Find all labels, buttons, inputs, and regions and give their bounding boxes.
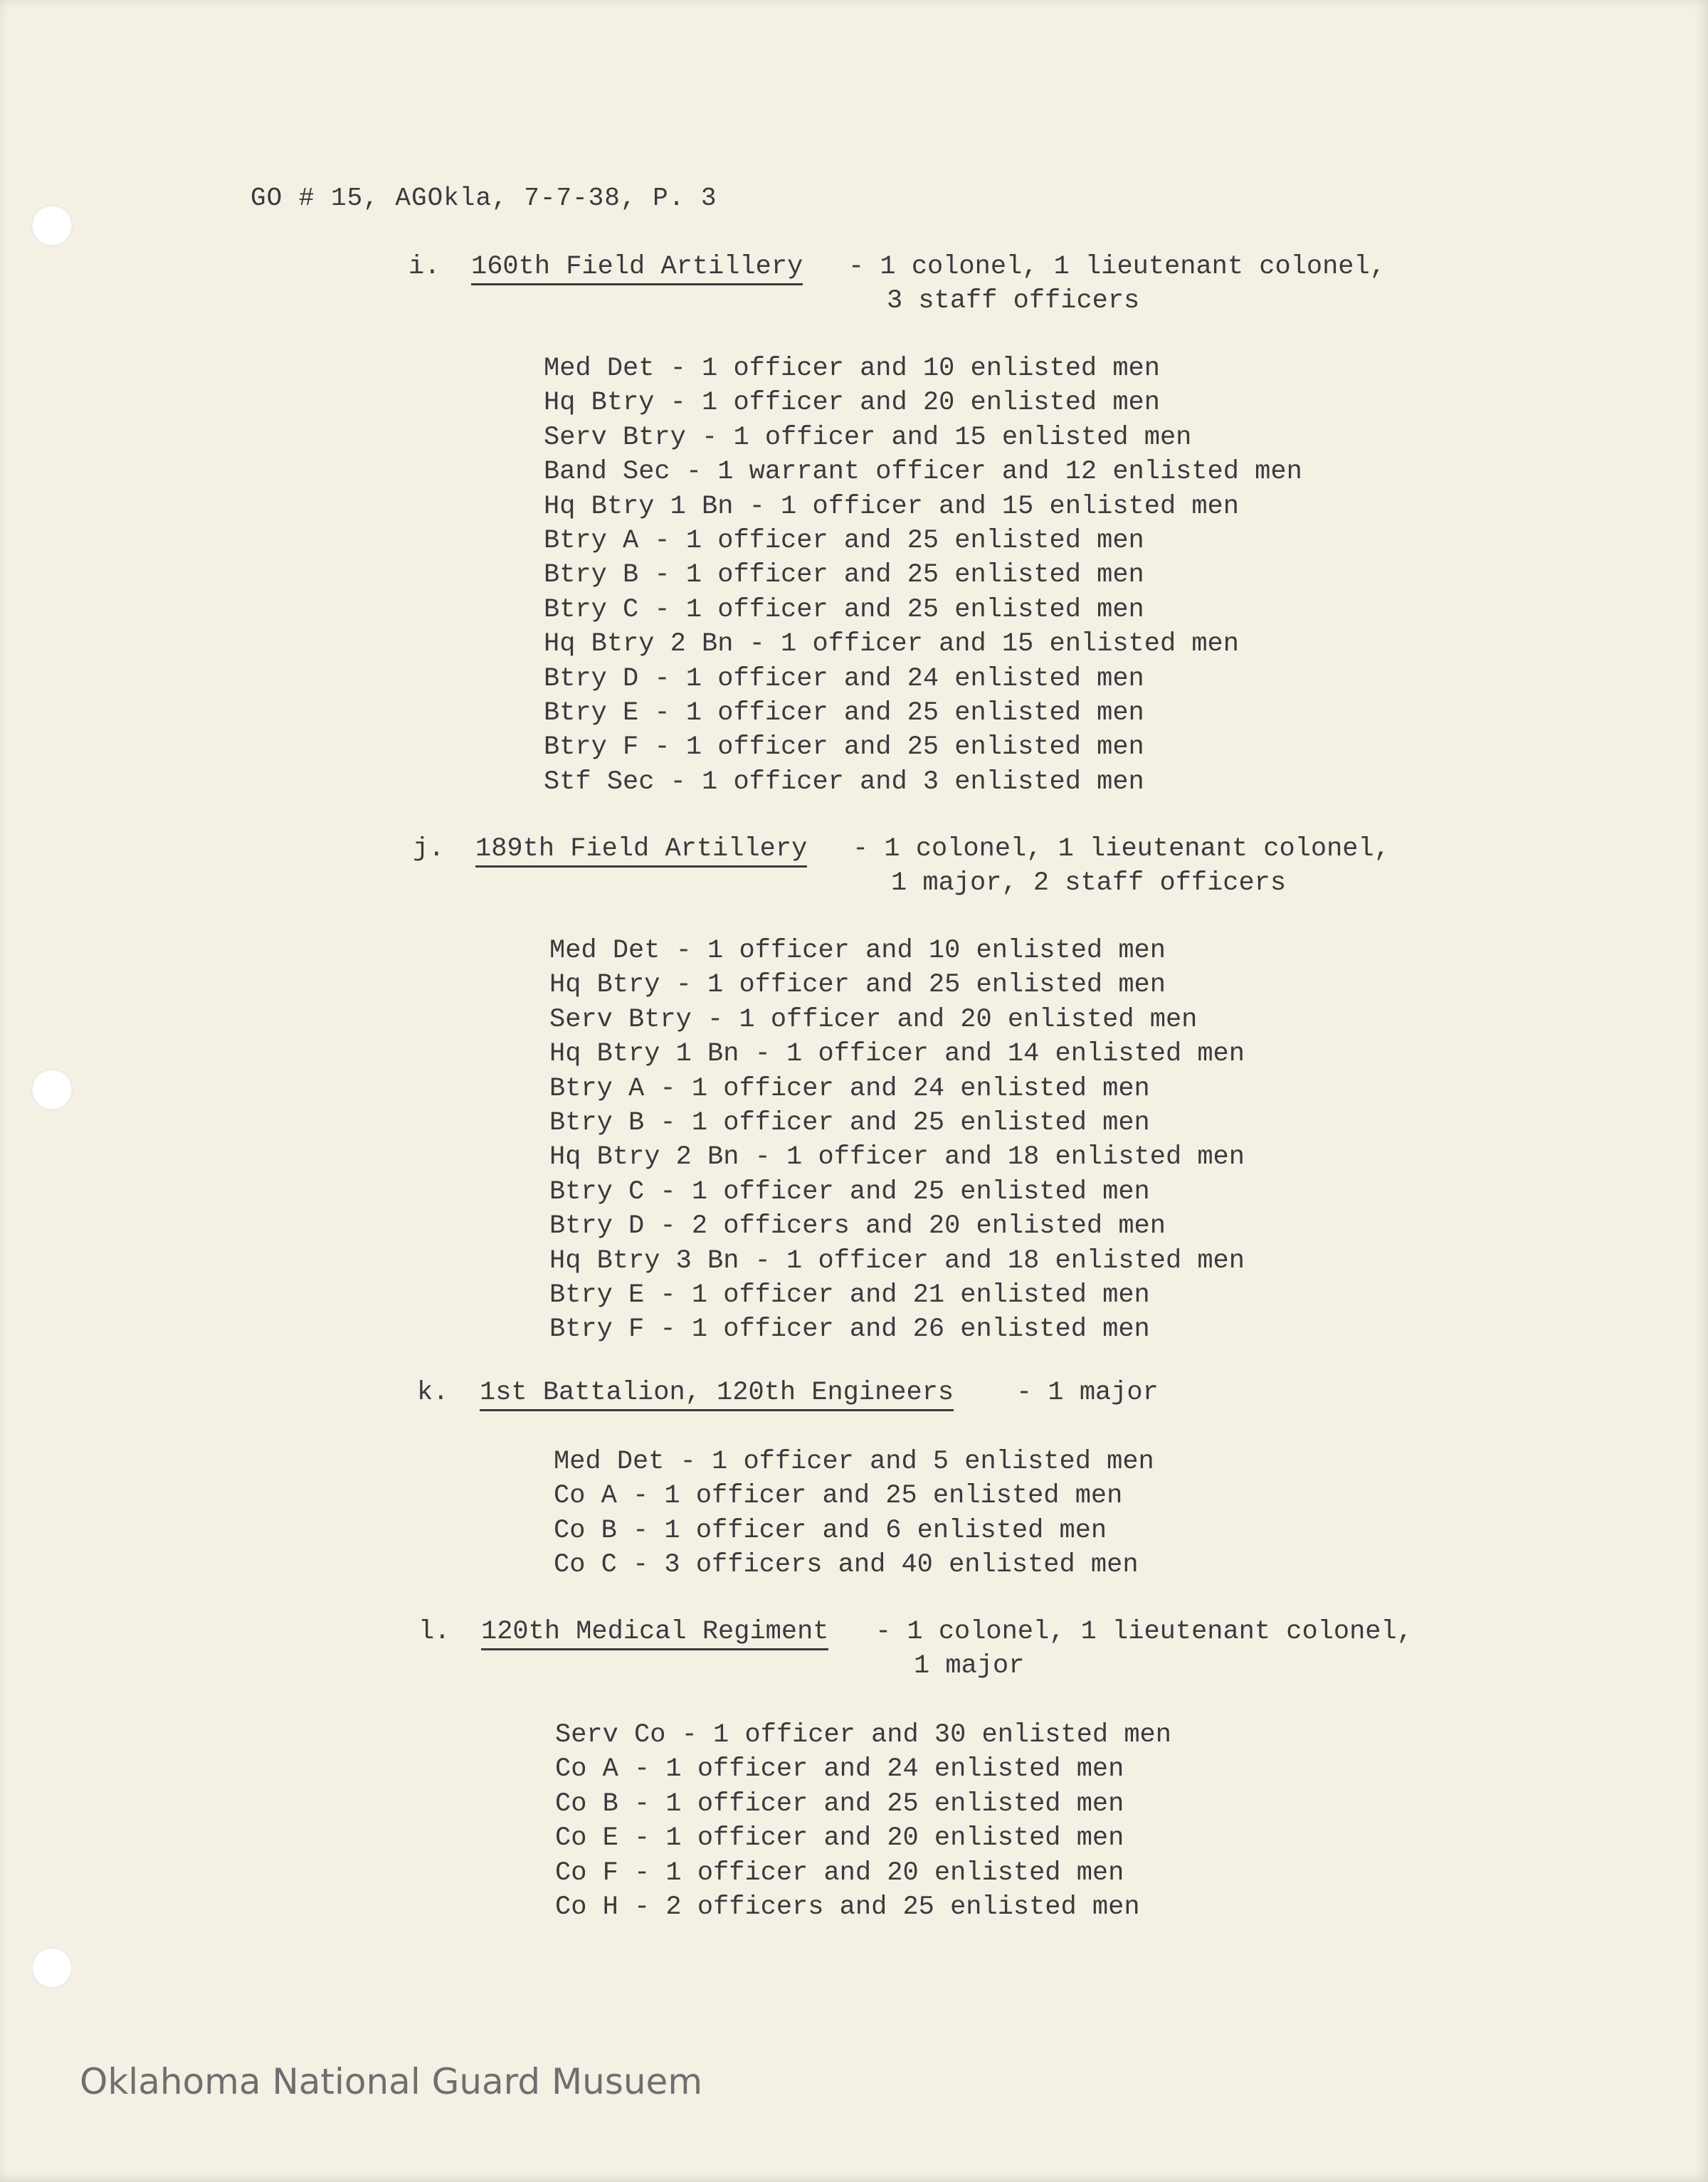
unit-entry: Btry E - 1 officer and 25 enlisted men <box>544 697 1144 728</box>
unit-entry: Btry E - 1 officer and 21 enlisted men <box>549 1280 1150 1310</box>
unit-entry: Co B - 1 officer and 6 enlisted men <box>554 1515 1107 1546</box>
museum-watermark: Oklahoma National Guard Musuem <box>80 2061 703 2102</box>
unit-entry: Btry F - 1 officer and 26 enlisted men <box>549 1314 1150 1345</box>
unit-entry: Co A - 1 officer and 24 enlisted men <box>555 1754 1124 1785</box>
unit-list <box>549 934 1245 1347</box>
binder-hole <box>31 1069 73 1110</box>
unit-entry: Co C - 3 officers and 40 enlisted men <box>554 1550 1139 1581</box>
section-description: - 1 colonel, 1 lieutenant colonel, <box>875 1617 1413 1647</box>
unit-entry: Band Sec - 1 warrant officer and 12 enlisted men <box>544 457 1302 487</box>
binder-hole <box>31 205 73 246</box>
unit-entry: Co F - 1 officer and 20 enlisted men <box>555 1857 1124 1888</box>
section-letter: k. <box>417 1378 449 1408</box>
unit-entry: Co B - 1 officer and 25 enlisted men <box>555 1788 1124 1819</box>
section-title: 120th Medical Regiment <box>481 1617 828 1650</box>
binder-hole <box>31 1947 73 1988</box>
unit-entry: Btry A - 1 officer and 24 enlisted men <box>549 1073 1150 1104</box>
unit-entry: Serv Btry - 1 officer and 20 enlisted men <box>549 1004 1198 1035</box>
unit-entry: Btry D - 2 officers and 20 enlisted men <box>549 1211 1166 1242</box>
unit-list <box>554 1445 1154 1583</box>
unit-entry: Hq Btry 2 Bn - 1 officer and 15 enlisted men <box>544 629 1239 660</box>
unit-entry: Hq Btry - 1 officer and 25 enlisted men <box>549 970 1166 1001</box>
unit-entry: Hq Btry 1 Bn - 1 officer and 14 enlisted men <box>549 1039 1245 1070</box>
unit-entry: Btry C - 1 officer and 25 enlisted men <box>549 1176 1150 1207</box>
unit-entry: Btry B - 1 officer and 25 enlisted men <box>549 1107 1150 1138</box>
section-letter: l. <box>418 1617 450 1647</box>
unit-entry: Med Det - 1 officer and 10 enlisted men <box>544 354 1160 384</box>
unit-entry: Serv Co - 1 officer and 30 enlisted men <box>555 1720 1171 1750</box>
unit-entry: Btry F - 1 officer and 25 enlisted men <box>544 732 1144 763</box>
unit-entry: Btry D - 1 officer and 24 enlisted men <box>544 663 1144 694</box>
section-description: - 1 major <box>1016 1378 1159 1408</box>
unit-entry: Med Det - 1 officer and 5 enlisted men <box>554 1447 1154 1477</box>
unit-entry: Btry A - 1 officer and 25 enlisted men <box>544 525 1144 556</box>
unit-list <box>555 1718 1171 1924</box>
unit-entry: Serv Btry - 1 officer and 15 enlisted men <box>544 422 1192 453</box>
unit-entry: Med Det - 1 officer and 10 enlisted men <box>549 936 1166 966</box>
section-title: 1st Battalion, 120th Engineers <box>480 1378 954 1411</box>
section-description-continued: 1 major, 2 staff officers <box>891 868 1287 898</box>
unit-entry: Stf Sec - 1 officer and 3 enlisted men <box>544 766 1144 797</box>
section-title: 160th Field Artillery <box>471 252 803 285</box>
section-title: 189th Field Artillery <box>475 834 807 868</box>
unit-entry: Co A - 1 officer and 25 enlisted men <box>554 1481 1123 1512</box>
unit-entry: Hq Btry 2 Bn - 1 officer and 18 enlisted men <box>549 1142 1245 1173</box>
unit-entry: Hq Btry - 1 officer and 20 enlisted men <box>544 388 1160 418</box>
unit-entry: Co H - 2 officers and 25 enlisted men <box>555 1892 1140 1922</box>
unit-entry: Btry B - 1 officer and 25 enlisted men <box>544 560 1144 591</box>
section-description: - 1 colonel, 1 lieutenant colonel, <box>848 252 1386 282</box>
section-description: - 1 colonel, 1 lieutenant colonel, <box>853 834 1390 864</box>
unit-entry: Co E - 1 officer and 20 enlisted men <box>555 1823 1124 1854</box>
unit-entry: Hq Btry 1 Bn - 1 officer and 15 enlisted men <box>544 491 1239 522</box>
unit-entry: Btry C - 1 officer and 25 enlisted men <box>544 594 1144 625</box>
section-letter: j. <box>413 834 445 864</box>
section-description-continued: 1 major <box>914 1651 1025 1681</box>
document-header: GO # 15, AGOkla, 7-7-38, P. 3 <box>251 184 717 213</box>
section-description-continued: 3 staff officers <box>887 286 1140 316</box>
section-letter: i. <box>408 252 441 282</box>
unit-entry: Hq Btry 3 Bn - 1 officer and 18 enlisted men <box>549 1245 1245 1276</box>
unit-list <box>544 352 1302 799</box>
